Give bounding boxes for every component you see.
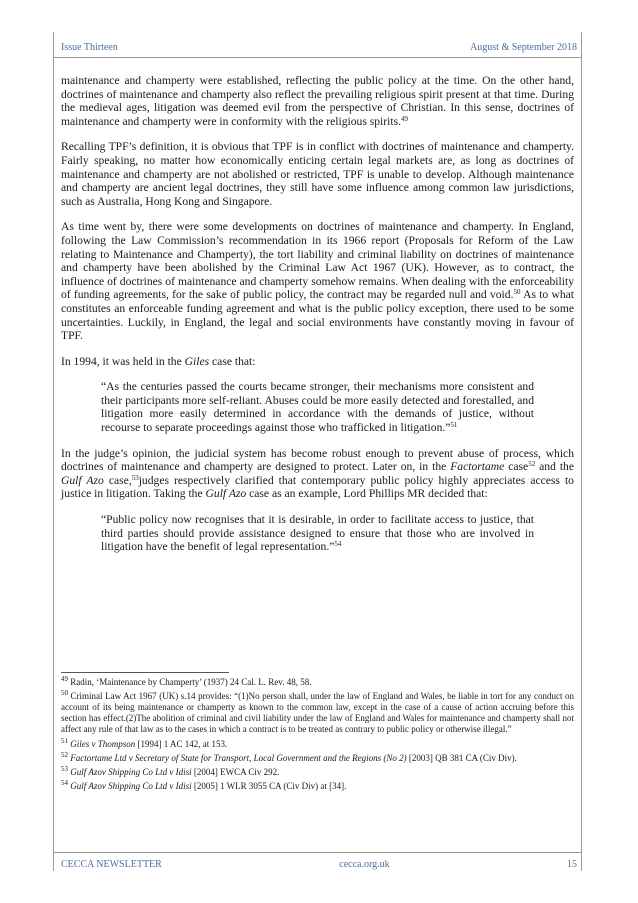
footnote-ref[interactable]: 50 xyxy=(513,288,521,297)
quote-gulf-azo: “Public policy now recognises that it is desirable, in order to facilitate access to justice, that third parties should provide assistance designed to ensure that those who are involved in litigation have the benefit of legal representation.”$^{54}$ xyxy=(101,513,534,554)
quote-giles: “As the centuries passed the courts became stronger, their mechanisms more consistent and their participants more self-reliant. Abuses could be more easily detected and forestalled, and litigation more easily determined in accordance with the demands of justice, without recourse to separate proceedings against those who trafficked in litigation.”$^{51}$ xyxy=(101,380,534,435)
paragraph-1: maintenance and champerty were established, reflecting the public policy at the time. On the other hand, doctrines of maintenance and champerty also reflect the prevailing religious spirit present at that time. During the medieval ages, litigation was deemed evil from the perspective of Christian. In this sense, doctrines of maintenance and champerty were in conformity with the religious spirits.$^{49}$ xyxy=(61,74,574,128)
page-number: 15 xyxy=(567,859,577,870)
case-name: Gulf Azo xyxy=(205,487,247,501)
footnote-54: $^{54}$ Gulf Azov Shipping Co Ltd v Idisi [2005] 1 WLR 3055 CA (Civ Div) at [34]. xyxy=(61,779,347,792)
case-name: Giles xyxy=(184,354,210,368)
footnote-52: $^{52}$ Factortame Ltd v Secretary of State for Transport, Local Government and the Regions (No 2) [2003] QB 381 CA (Civ Div). xyxy=(61,750,517,763)
paragraph-5: In the judge’s opinion, the judicial system has become robust enough to prevent abuse of process, which doctrines of maintenance and champerty are designed to protect. Later on, in the Factortame case$^{52}$ and the Gulf Azo case,$^{53}$judges respectively clarified that contemporary public policy highly appreciates access to justice in litigation. Taking the Gulf Azo case as an example, Lord Phillips MR decided that: xyxy=(61,446,574,501)
case-name: Factortame xyxy=(450,460,505,474)
footnote-separator xyxy=(61,672,229,673)
footnote-51: $^{51}$ Giles v Thompson [1994] 1 AC 142, at 153. xyxy=(61,736,228,749)
footnote-ref[interactable]: 49 xyxy=(400,114,408,123)
issue-date: August & September 2018 xyxy=(470,42,577,53)
paragraph-2: Recalling TPF’s definition, it is obvious that TPF is in conflict with doctrines of maintenance and champerty. Fairly speaking, no matter how economically enticing certain legal markets are, as long as doctrines of maintenance and champerty are not abolished or restricted, TPF is unable to develop. Although maintenance and champerty are ancient legal doctrines, they still have some influence among common law jurisdictions, such as Australia, Hong Kong and Singapore. xyxy=(61,140,574,208)
left-border-line xyxy=(53,32,54,871)
footnotes xyxy=(61,677,574,796)
footnote-ref[interactable]: 54 xyxy=(334,540,342,549)
issue-label: Issue Thirteen xyxy=(61,42,118,53)
website-link[interactable]: cecca.org.uk xyxy=(339,859,390,870)
footnote-50: $^{50}$ Criminal Law Act 1967 (UK) s.14 provides: “(1)No person shall, under the law of England and Wales, be liable in tort for any conduct on account of its being maintenance or champerty as known to the common law, except in the case of a cause of action accruing before this section has effect.(2)The abolition of criminal and civil liability under the law of England and Wales for maintenance and champerty shall not affect any rule of that law as to the cases in which a contract is to be treated as contrary to public policy or otherwise illegal.” xyxy=(61,689,574,735)
newsletter-name: CECCA NEWSLETTER xyxy=(61,859,162,870)
page-header xyxy=(61,42,577,53)
footer-rule xyxy=(53,852,582,853)
case-name: Gulf Azo xyxy=(61,473,104,487)
right-border-line xyxy=(581,32,582,871)
footnote-53: $^{53}$ Gulf Azov Shipping Co Ltd v Idisi [2004] EWCA Civ 292. xyxy=(61,765,280,778)
header-rule xyxy=(53,57,582,58)
footnote-49: $^{49}$ Radin, ‘Maintenance by Champerty’ (1937) 24 Cal. L. Rev. 48, 58. xyxy=(61,675,312,687)
article-body xyxy=(61,74,574,566)
footnote-ref[interactable]: 51 xyxy=(450,421,458,430)
page-footer xyxy=(61,859,577,870)
footnote-ref[interactable]: 53 xyxy=(131,473,139,482)
paragraph-4: In 1994, it was held in the Giles case that: xyxy=(61,354,256,368)
paragraph-3: As time went by, there were some developments on doctrines of maintenance and champerty. In England, following the Law Commission’s recommendation in its 1966 report (Proposals for Reform of the Law relating to Maintenance and Champerty), the tort liability and criminal liability on doctrines of maintenance and champerty have been abolished by the Criminal Law Act 1967 (UK). However, as to contract, the influence of doctrines of maintenance and champerty somehow remains. When dealing with the enforceability of funding agreements, for the sake of public policy, the contract may be regarded null and void.$^{50}$ As to what constitutes an enforceable funding agreement and what is the public policy exception, there used to be some uncertainties. Luckily, in England, the legal and social environments have constantly moving in favour of TPF. xyxy=(61,220,574,343)
footnote-ref[interactable]: 52 xyxy=(528,460,536,469)
